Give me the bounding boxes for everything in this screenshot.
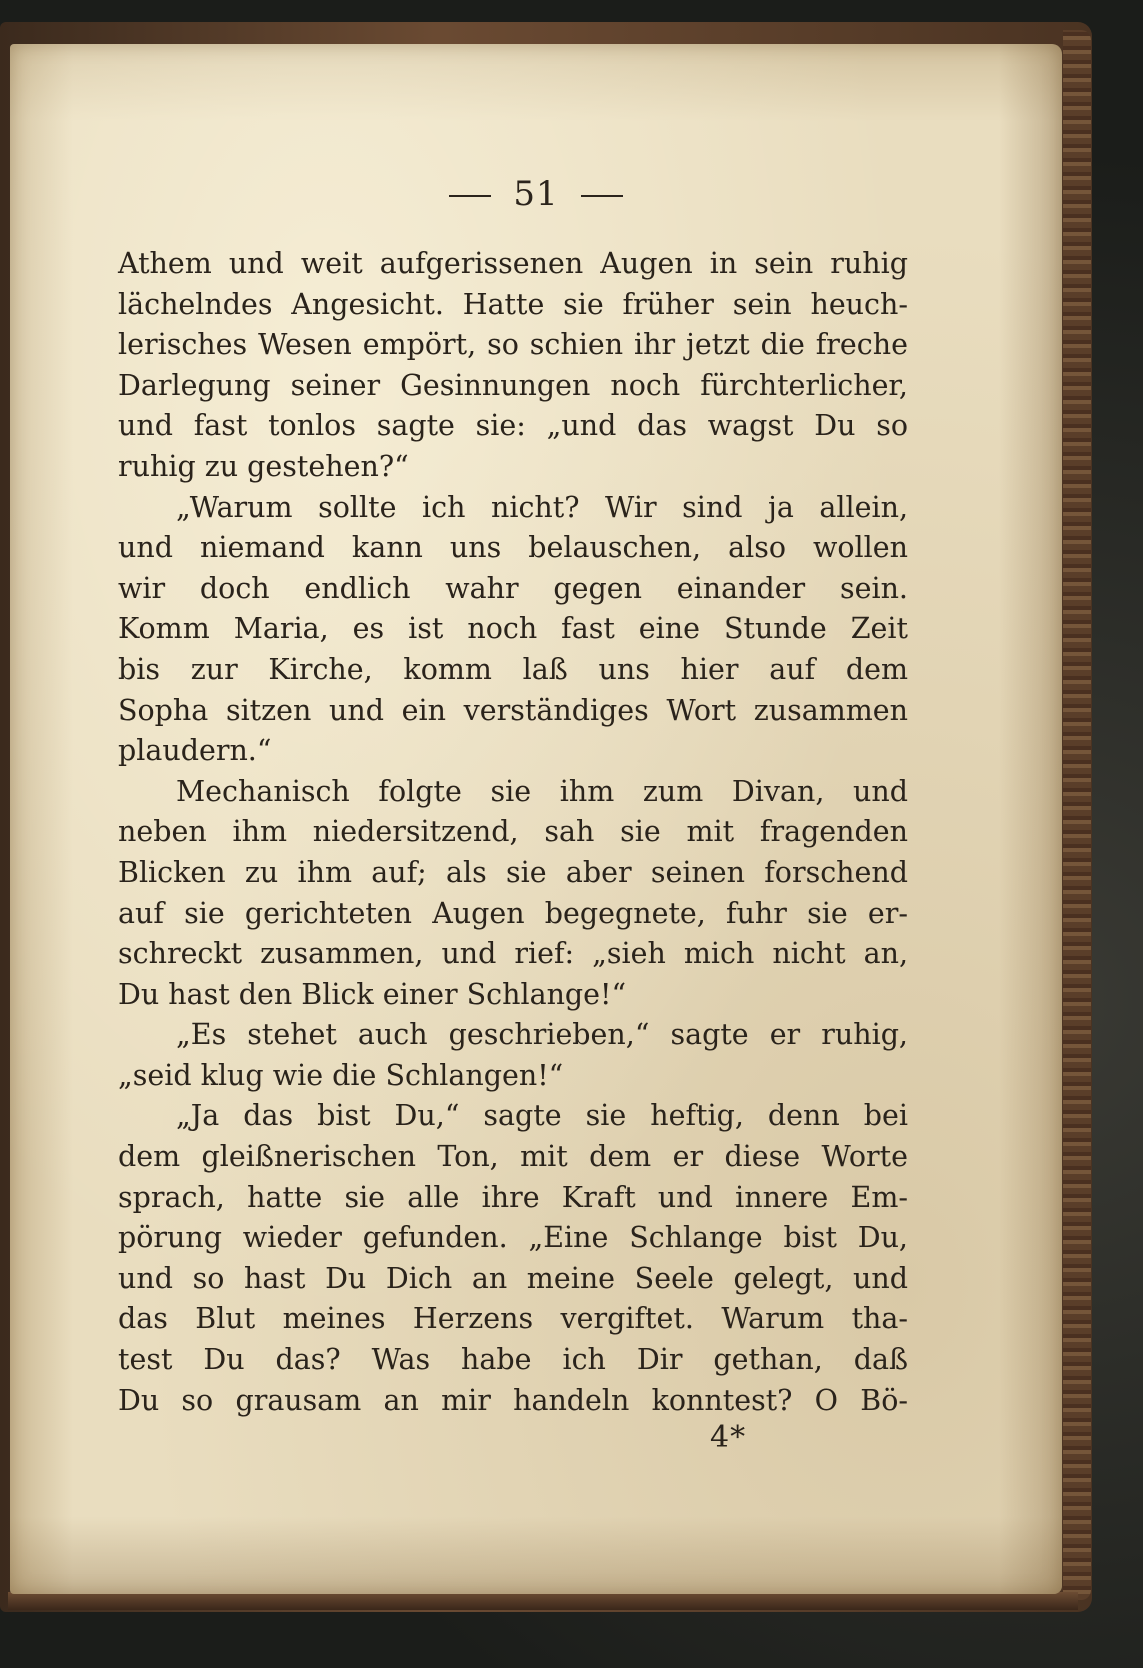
text-line: „Ja das bist Du,“ sagte sie heftig, denn bei <box>176 1099 908 1133</box>
text-line: Darlegung seiner Gesinnungen noch fürchterlicher, <box>118 368 908 402</box>
text-line: lerisches Wesen empört, so schien ihr jetzt die freche <box>118 328 908 362</box>
text-line: „seid klug wie die Schlangen!“ <box>118 1058 564 1092</box>
book-page <box>10 44 1062 1594</box>
text-line: ruhig zu gestehen?“ <box>118 449 409 483</box>
text-line: neben ihm niedersitzend, sah sie mit fragenden <box>118 815 908 849</box>
text-line: auf sie gerichteten Augen begegnete, fuhr sie er- <box>118 896 908 930</box>
text-line: test Du das? Was habe ich Dir gethan, daß <box>118 1343 908 1377</box>
text-line: sprach, hatte sie alle ihre Kraft und innere Em- <box>118 1180 908 1214</box>
header-dash-right <box>581 195 623 197</box>
page-number: 51 <box>513 174 559 214</box>
text-line: Mechanisch folgte sie ihm zum Divan, und <box>176 774 908 808</box>
text-line: schreckt zusammen, und rief: „sieh mich nicht an, <box>118 937 908 971</box>
text-line: wir doch endlich wahr gegen einander sein. <box>118 571 908 605</box>
body-text <box>118 244 908 1421</box>
text-line: und so hast Du Dich an meine Seele gelegt, und <box>118 1261 908 1295</box>
text-line: und niemand kann uns belauschen, also wollen <box>118 531 908 565</box>
text-line: „Warum sollte ich nicht? Wir sind ja allein, <box>176 490 908 524</box>
text-line: Du hast den Blick einer Schlange!“ <box>118 977 627 1011</box>
text-line: „Es stehet auch geschrieben,“ sagte er ruhig, <box>176 1018 908 1052</box>
text-line: das Blut meines Herzens vergiftet. Warum tha- <box>118 1302 908 1336</box>
text-line: Blicken zu ihm auf; als sie aber seinen forschend <box>118 855 908 889</box>
text-line: Athem und weit aufgerissenen Augen in sein ruhig <box>118 247 908 280</box>
text-line: plaudern.“ <box>118 734 272 768</box>
text-line: Komm Maria, es ist noch fast eine Stunde Zeit <box>118 612 908 646</box>
signature-mark: 4* <box>710 1420 747 1455</box>
text-line: lächelndes Angesicht. Hatte sie früher sein heuch- <box>118 287 908 321</box>
book-cover-bottom-edge <box>8 1592 1078 1610</box>
text-line: und fast tonlos sagte sie: „und das wagst Du so <box>118 409 908 443</box>
text-line: bis zur Kirche, komm laß uns hier auf dem <box>118 652 908 686</box>
header-dash-left <box>449 195 491 197</box>
text-line: Du so grausam an mir handeln konntest? O Bö- <box>118 1383 908 1417</box>
text-line: pörung wieder gefunden. „Eine Schlange bist Du, <box>118 1221 908 1255</box>
book-cover-edge <box>1063 30 1091 1600</box>
page-header <box>10 174 1062 214</box>
text-line: dem gleißnerischen Ton, mit dem er diese Worte <box>118 1140 908 1174</box>
text-line: Sopha sitzen und ein verständiges Wort zusammen <box>118 693 908 727</box>
